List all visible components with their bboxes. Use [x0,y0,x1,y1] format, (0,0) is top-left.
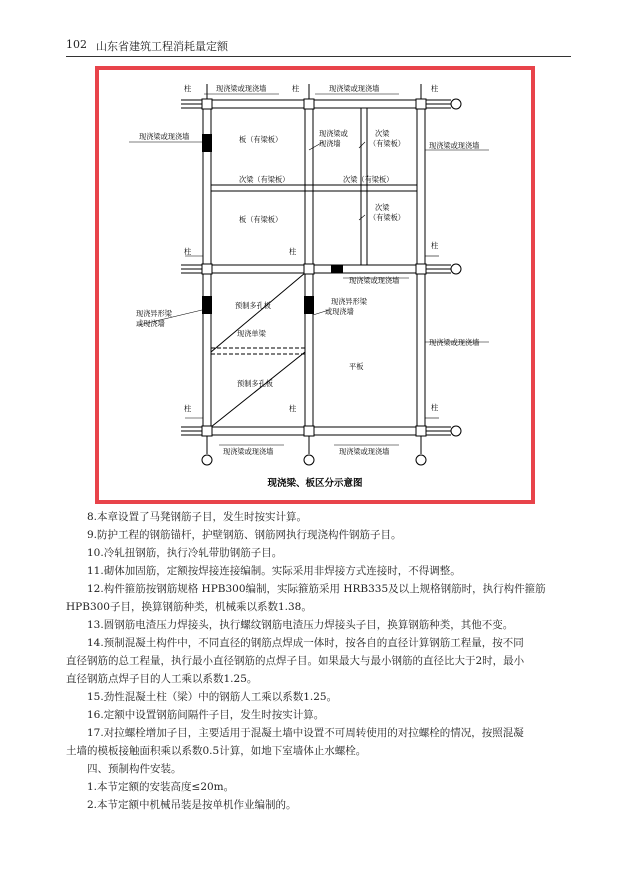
label-col-mr: 柱 [431,241,439,250]
beam-slab-diagram [99,70,531,500]
label-irregular-mid: 现浇异形梁 [331,297,367,306]
label-cast-single-beam: 现浇单梁 [237,329,266,338]
section-heading: 四、预制构件安装。 [87,763,182,775]
page-number: 102 [66,38,87,51]
paragraph-continued: HPB300子目，换算钢筋种类，机械乘以系数1.38。 [66,601,312,613]
label-col-ml: 柱 [184,247,192,256]
header-rule [66,56,571,57]
label-precast-1: 预制多孔板 [235,301,271,310]
label-col-tr: 柱 [431,84,439,93]
label-beam-top-right: 现浇梁或现浇墙 [329,84,380,93]
label-col-bl: 柱 [184,404,192,413]
paragraph-continued: 直径钢筋点焊子目的人工乘以系数1.25。 [66,673,258,685]
paragraph: 12.构件箍筋按钢筋规格 HPB300编制，实际箍筋采用 HRB335及以上规格钢筋时，执行构件箍筋 [87,583,546,595]
figure-caption: 现浇梁、板区分示意图 [267,478,363,489]
label-col-tl: 柱 [184,84,192,93]
label-flat-slab: 平板 [349,362,364,371]
paragraph: 8.本章设置了马凳钢筋子目，发生时按实计算。 [87,511,308,523]
paragraph: 9.防护工程的钢筋锚杆，护壁钢筋、钢筋网执行现浇构件钢筋子目。 [87,529,402,541]
wall-blocks [202,134,343,314]
label-col-mm: 柱 [289,247,297,256]
paragraph-continued: 土墙的模板接触面积乘以系数0.5计算，如地下室墙体止水螺栓。 [66,745,367,757]
paragraph: 17.对拉螺栓增加子目，主要适用于混凝土墙中设置不可周转使用的对拉螺栓的情况，按照混凝 [87,727,524,739]
label-secondary-beam-2: 次梁 [375,203,390,212]
label-col-br: 柱 [431,403,439,412]
label-cast-beam-or: 现浇梁或 [319,129,348,138]
paragraph: 11.砌体加固筋，定额按焊接连接编制。实际采用非焊接方式连接时，不得调整。 [87,565,461,577]
label-irregular-left: 现浇异形梁 [136,309,172,318]
label-sec-beam-h-left: 次梁（有梁板） [239,175,290,184]
label-cast-wall: 现浇墙 [319,139,341,148]
label-beam-mid: 现浇梁或现浇墙 [349,276,400,285]
label-col-tm: 柱 [292,84,300,93]
header-title: 山东省建筑工程消耗量定额 [96,40,228,53]
label-or-wall-mid: 或现浇墙 [325,307,354,316]
label-beam-left: 现浇梁或现浇墙 [139,132,190,141]
label-beam-bottom-left: 现浇梁或现浇墙 [223,447,274,456]
label-beam-bottom-right: 现浇梁或现浇墙 [339,447,390,456]
paragraph: 16.定额中设置钢筋间隔件子目，发生时按实计算。 [87,709,325,721]
label-beam-top-left: 现浇梁或现浇墙 [216,84,267,93]
paragraph: 2.本节定额中机械吊装是按单机作业编制的。 [87,799,297,811]
label-col-bm: 柱 [289,404,297,413]
label-secondary-beam: 次梁 [375,129,390,138]
paragraph: 1.本节定额的安装高度≤20m。 [87,781,235,793]
paragraph: 13.圆钢筋电渣压力焊接头，执行螺纹钢筋电渣压力焊接头子目，换算钢筋种类，其他不变。 [87,619,514,631]
body-text [66,508,571,814]
label-slab-ml: 板（有梁板） [239,215,283,224]
label-beam-right-upper: 现浇梁或现浇墙 [429,141,480,150]
label-beam-right-lower: 现浇梁或现浇墙 [429,338,480,347]
label-precast-2: 预制多孔板 [237,379,273,388]
label-secondary-slab: （有梁板） [369,139,405,148]
label-secondary-slab-2: （有梁板） [369,213,405,222]
column-nodes [202,99,426,436]
paragraph: 14.预制混凝土构件中，不同直径的钢筋点焊成一体时，按各自的直径计算钢筋工程量，按不同 [87,637,524,649]
paragraph: 15.劲性混凝土柱（梁）中的钢筋人工乘以系数1.25。 [87,691,338,703]
beam-lines [181,84,451,454]
paragraph-continued: 直径钢筋的总工程量，执行最小直径钢筋的点焊子目。如果最大与最小钢筋的直径比大于2时，最小 [66,655,525,667]
label-or-wall-left: 或现浇墙 [136,319,165,328]
axis-bubbles [202,99,461,465]
label-sec-beam-h-right: 次梁（有梁板） [343,175,394,184]
label-slab-ul: 板（有梁板） [239,135,283,144]
paragraph: 10.冷轧扭钢筋，执行冷轧带肋钢筋子目。 [87,547,283,559]
